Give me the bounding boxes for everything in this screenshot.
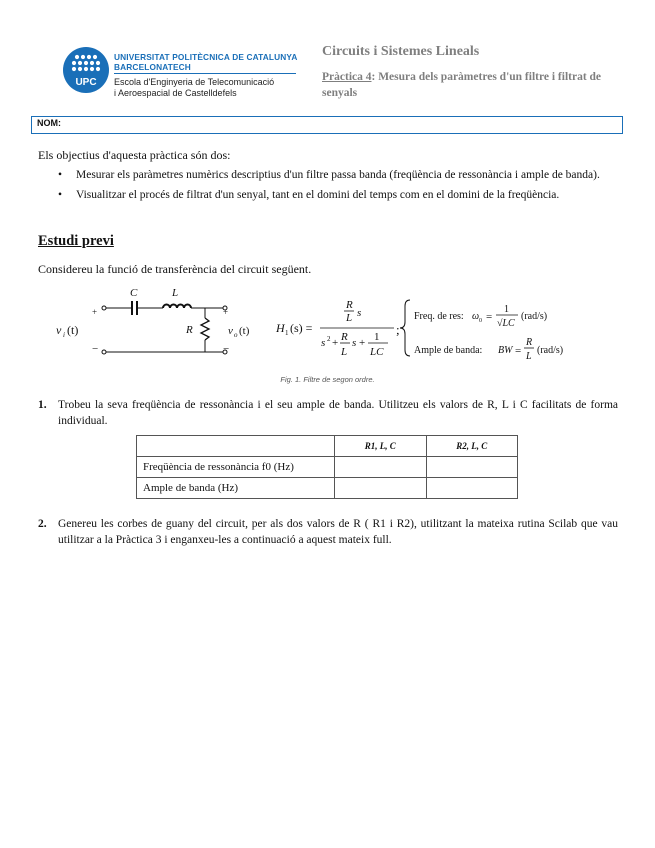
- question-text: Trobeu la seva freqüència de ressonància i el seu ample de banda. Utilitzeu els valors de R, L i C facilitats de forma individual.: [58, 399, 618, 427]
- tf-num-s: s: [357, 307, 362, 319]
- upc-logo: [62, 46, 110, 94]
- tf-lhs-sub: 1: [285, 329, 289, 337]
- question-1: [38, 398, 618, 429]
- tf-den-s-lin: s: [352, 337, 357, 349]
- tf-den-one: 1: [374, 331, 380, 343]
- tf-den-plus: +: [332, 337, 339, 349]
- col-header-r1: R1, L, C: [335, 436, 427, 457]
- question-text: Genereu les corbes de guany del circuit, per als dos valors de R ( R1 i R2), utilitzant la mateixa rutina Scilab que vau utilitzar a la Pràctica 3 i enganxeu-les a continuació a aquest mateix full.: [58, 518, 618, 546]
- transfer-function: [270, 294, 394, 362]
- figure-caption: Fig. 1. Filtre de segon ordre.: [280, 375, 375, 384]
- intro-text: Els objectius d'aquesta pràctica són dos:: [38, 148, 231, 162]
- tf-lhs: H: [276, 321, 285, 335]
- objectives-list: [38, 168, 616, 207]
- table-header-row: [137, 436, 518, 457]
- freq-unit: (rad/s): [521, 311, 548, 322]
- bw-den: L: [526, 351, 532, 362]
- bw-eq: =: [515, 345, 522, 357]
- freq-symbol: ω: [472, 311, 480, 322]
- output-voltage-label: v: [228, 325, 233, 337]
- output-plus: +: [223, 307, 229, 317]
- inductor-label: L: [172, 287, 179, 299]
- tf-den-plus2: +: [359, 337, 366, 349]
- school-name-line2: i Aeroespacial de Castelldefels: [114, 88, 237, 98]
- consider-text: Considereu la funció de transferència del circuit següent.: [38, 262, 312, 276]
- tf-semicolon: ;: [396, 322, 400, 337]
- table-row: [137, 457, 518, 478]
- school-name-line1: Escola d'Enginyeria de Telecomunicació: [114, 77, 275, 87]
- university-name: UNIVERSITAT POLITÈCNICA DE CATALUNYA: [114, 52, 298, 62]
- results-table: [136, 435, 518, 499]
- freq-num: 1: [504, 304, 509, 315]
- cell-resonance-r2[interactable]: [426, 457, 518, 478]
- course-title: Circuits i Sistemes Lineals: [322, 44, 480, 59]
- output-minus: −: [223, 343, 230, 355]
- university-subname: BARCELONATECH: [114, 62, 191, 72]
- tf-den-R: R: [341, 331, 348, 343]
- input-minus: −: [92, 343, 99, 355]
- output-voltage-sub: o: [234, 331, 238, 339]
- cell-bandwidth-r2[interactable]: [426, 478, 518, 499]
- name-field[interactable]: [31, 116, 623, 134]
- svg-text:i: i: [63, 331, 65, 339]
- capacitor-label: C: [130, 287, 138, 299]
- rlc-circuit-diagram: [80, 282, 250, 362]
- freq-label: Freq. de res:: [414, 311, 464, 322]
- tf-den-LC: LC: [370, 346, 384, 358]
- input-plus: +: [92, 307, 98, 317]
- cell-resonance-r1[interactable]: [335, 457, 427, 478]
- svg-text:v: v: [56, 323, 62, 337]
- header-rule: [114, 73, 296, 74]
- objective-item: • Visualitzar el procés de filtrat d'un senyal, tant en el domini del temps com en el domini de la freqüència.: [58, 188, 560, 201]
- tf-num-L: L: [346, 312, 353, 324]
- bw-symbol: BW: [498, 345, 513, 356]
- freq-eq: =: [486, 311, 493, 323]
- output-voltage-time: (t): [239, 325, 250, 337]
- col-header-r2: R2, L, C: [426, 436, 518, 457]
- practice-title: Pràctica 4: Mesura dels paràmetres d'un filtre i filtrat de senyals: [322, 71, 602, 99]
- freq-sub: 0: [479, 318, 482, 324]
- tf-den-L: L: [341, 346, 348, 358]
- tf-num-R: R: [346, 299, 353, 311]
- row-label-resonance: Freqüència de ressonància f0 (Hz): [137, 457, 335, 478]
- name-label: NOM:: [37, 118, 61, 128]
- bw-label: Ample de banda:: [414, 345, 483, 356]
- row-label-bandwidth: Ample de banda (Hz): [137, 478, 335, 499]
- tf-den-s: s: [321, 337, 326, 349]
- question-2: [38, 517, 618, 548]
- tf-den-exp: 2: [327, 335, 331, 343]
- parameter-equations: [396, 296, 596, 366]
- table-row: [137, 478, 518, 499]
- question-number: 1.: [38, 399, 47, 411]
- resistor-label: R: [186, 324, 193, 336]
- bw-unit: (rad/s): [537, 345, 564, 356]
- bw-num: R: [526, 337, 533, 348]
- cell-bandwidth-r1[interactable]: [335, 478, 427, 499]
- question-number: 2.: [38, 518, 47, 530]
- section-heading: Estudi previ: [38, 233, 114, 249]
- tf-lhs-arg: (s) =: [290, 321, 313, 335]
- svg-text:(t): (t): [67, 323, 79, 337]
- freq-den: √LC: [497, 318, 515, 329]
- objective-item: • Mesurar els paràmetres numèrics descriptius d'un filtre passa banda (freqüència de ressonància i ample de banda).: [58, 169, 600, 181]
- input-voltage: [56, 320, 96, 340]
- logo-text: UPC: [75, 77, 97, 88]
